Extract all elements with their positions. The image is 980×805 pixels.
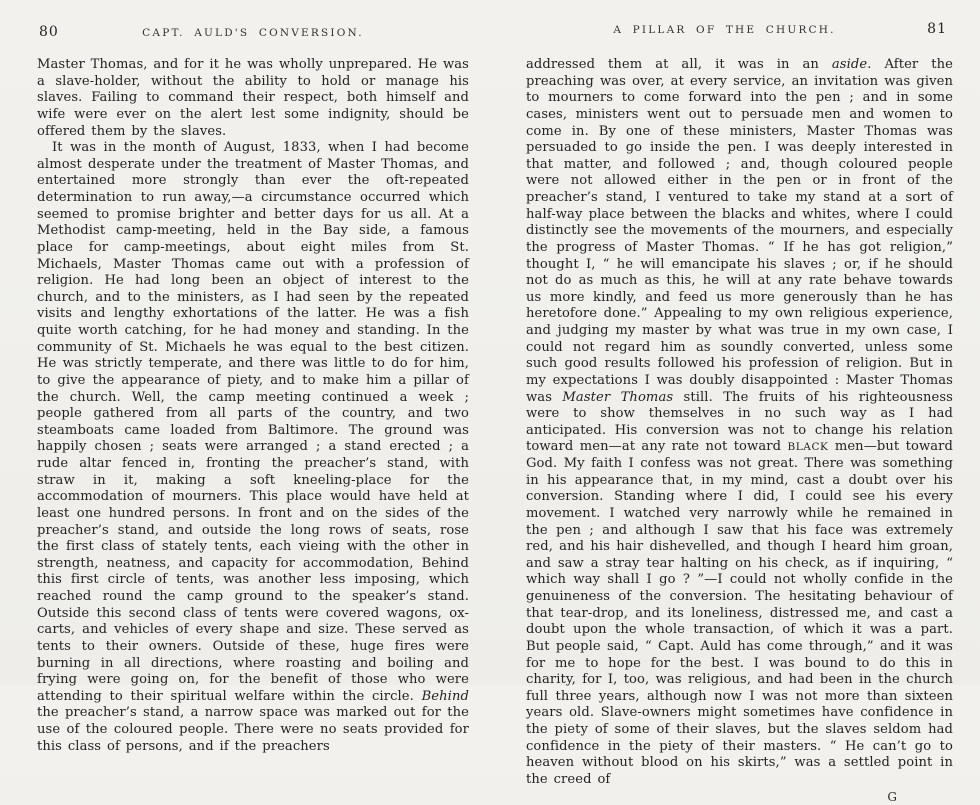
paragraph: Master Thomas, and for it he was wholly unprepared. He was a slave-holder, without the ability to hold or manage his slaves. Failing to command their respect, both himself and wife were ever on the alert lest some indignity, should be offered them by the slaves. [37, 57, 469, 139]
right-page [526, 0, 953, 805]
left-running-header: CAPT. AULD'S CONVERSION. [142, 27, 364, 39]
paragraph: addressed them at all, it was in an aside. After the preaching was over, at every service, an invitation was given to mourners to come forward into the pen ; and in some cases, ministers went out to persuade men and women to come in. By one of these ministers, Master Thomas was persuaded to go inside the pen. I was deeply interested in that matter, and followed ; and, though coloured people were not allowed either in the pen or in front of the preacher’s stand, I ventured to take my stand at a sort of half-way place between the blacks and whites, where I could distinctly see the movements of the mourners, and especially the progress of Master Thomas. “ If he has got religion,” thought I, “ he will emancipate his slaves ; or, if he should not do as much as this, he will at any rate behave towards us more kindly, and feed us more generously than he has heretofore done.” Appealing to my own religious experience, and judging my master by what was true in my own case, I could not regard him as soundly converted, unless some such good results followed his profession of religion. But in my expectations I was doubly disappointed : Master Thomas was Master Thomas still. The fruits of his righteousness were to show themselves in no such way as I had anticipated. His conversion was not to change his relation toward men—at any rate not toward BLACK men—but toward God. My faith I confess was not great. There was something in his appearance that, in my mind, cast a doubt over his conversion. Standing where I did, I could see his every movement. I watched very narrowly while he remained in the pen ; and although I saw that his face was extremely red, and his hair dishevelled, and though I heard him groan, and saw a stray tear halting on his check, as if inquiring, “ which way shall I go ? ”—I could not wholly confide in the genuineness of the conversion. The hesitating behaviour of that tear-drop, and its loneliness, distressed me, and cast a doubt upon the whole transaction, of which it was a part. But people said, “ Capt. Auld has come through,” and it was for me to hope for the best. I was bound to do this in charity, for I, too, was religious, and had been in the church full three years, although now I was not more than sixteen years old. Slave-owners might sometimes have confidence in the piety of some of their slaves, but the slaves seldom had confidence in the piety of their masters. “ He can’t go to heaven without blood on his skirts,” was a settled point in the creed of [526, 57, 954, 787]
right-running-header: A PILLAR OF THE CHURCH. [613, 24, 836, 36]
right-page-body [526, 57, 953, 789]
printer-signature-mark: G [887, 789, 897, 804]
left-page-header [37, 24, 469, 46]
paragraph: It was in the month of August, 1833, when I had become almost desperate under the treatment of Master Thomas, and entertained more strongly than ever the oft-repeated determination to run away,—a circumstance occurred which seemed to promise brighter and better days for us all. At a Methodist camp-meeting, held in the Bay side, a famous place for camp-meetings, about eight miles from St. Michaels, Master Thomas came out with a profession of religion. He had long been an object of interest to the church, and to the ministers, as I had seen by the repeated visits and lengthy exhortations of the latter. He was a fish quite worth catching, for he had money and standing. In the community of St. Michaels he was equal to the best citizen. He was strictly temperate, and there was little to do for him, to give the appearance of piety, and to make him a pillar of the church. Well, the camp meeting continued a week ; people gathered from all parts of the country, and two steamboats came loaded from Baltimore. The ground was happily chosen ; seats were arranged ; a stand erected ; a rude altar fenced in, fronting the preacher’s stand, with straw in it, making a soft kneeling-place for the accommodation of mourners. This place would have held at least one hundred persons. In front and on the sides of the preacher’s stand, and outside the long rows of seats, rose the first class of stately tents, each vieing with the other in strength, neatness, and capacity for accommodation, Behind this first circle of tents, was another less imposing, which reached round the camp ground to the speaker’s stand. Outside this second class of tents were covered wagons, ox-carts, and vehicles of every shape and size. These served as tents to their owners. Outside of these, huge fires were burning in all directions, where roasting and boiling and frying were going on, for the benefit of those who were attending to their spiritual welfare within the circle. Behind the preacher’s stand, a narrow space was marked out for the use of the coloured people. There were no seats provided for this class of persons, and if the preachers [37, 140, 469, 754]
right-page-number: 81 [927, 21, 947, 37]
left-page-number: 80 [39, 24, 59, 40]
left-page [37, 0, 469, 755]
right-page-header [526, 21, 953, 43]
left-page-body [37, 57, 469, 755]
